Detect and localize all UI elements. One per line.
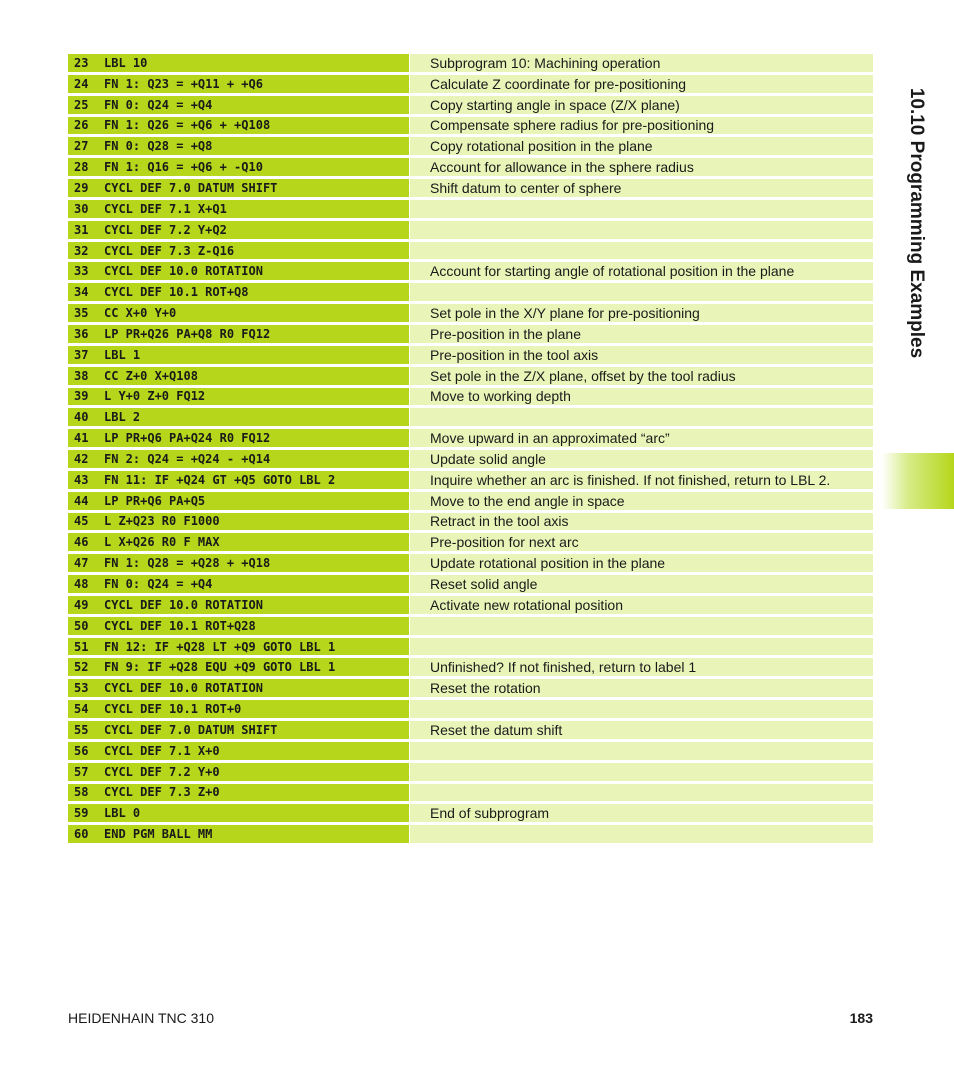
nc-statement: CYCL DEF 7.0 DATUM SHIFT — [104, 180, 278, 195]
line-number: 23 — [74, 55, 89, 70]
comment-cell: Update rotational position in the plane — [410, 554, 873, 572]
comment-cell: Subprogram 10: Machining operation — [410, 54, 873, 72]
table-row — [68, 54, 873, 72]
comment-cell: Copy rotational position in the plane — [410, 137, 873, 155]
code-cell — [68, 513, 409, 531]
code-cell — [68, 471, 409, 489]
table-row — [68, 679, 873, 697]
code-cell — [68, 283, 409, 301]
code-cell — [68, 804, 409, 822]
line-number: 50 — [74, 618, 89, 633]
code-cell — [68, 304, 409, 322]
comment-cell — [410, 638, 873, 656]
line-number: 24 — [74, 76, 89, 91]
line-number: 55 — [74, 722, 89, 737]
table-row — [68, 325, 873, 343]
section-title-text: 10.10 Programming Examples — [906, 87, 927, 359]
nc-statement: FN 12: IF +Q28 LT +Q9 GOTO LBL 1 — [104, 639, 336, 654]
nc-statement: CYCL DEF 7.3 Z-Q16 — [104, 243, 235, 258]
nc-statement: CYCL DEF 7.2 Y+0 — [104, 764, 220, 779]
nc-statement: FN 2: Q24 = +Q24 - +Q14 — [104, 451, 271, 466]
code-cell — [68, 450, 409, 468]
line-number: 31 — [74, 222, 89, 237]
table-row — [68, 513, 873, 531]
line-number: 40 — [74, 410, 89, 425]
comment-cell: Compensate sphere radius for pre-positioning — [410, 117, 873, 135]
nc-statement: FN 1: Q26 = +Q6 + +Q108 — [104, 118, 271, 133]
comment-cell: Pre-position in the tool axis — [410, 346, 873, 364]
code-cell — [68, 429, 409, 447]
nc-statement: LP PR+Q26 PA+Q8 R0 FQ12 — [104, 326, 271, 341]
nc-statement: CYCL DEF 7.1 X+0 — [104, 743, 220, 758]
table-row — [68, 450, 873, 468]
line-number: 35 — [74, 306, 89, 321]
nc-statement: CC X+0 Y+0 — [104, 306, 177, 321]
line-number: 56 — [74, 743, 89, 758]
table-row — [68, 721, 873, 739]
line-number: 28 — [74, 160, 89, 175]
code-cell — [68, 96, 409, 114]
line-number: 59 — [74, 806, 89, 821]
code-cell — [68, 679, 409, 697]
table-row — [68, 200, 873, 218]
code-cell — [68, 158, 409, 176]
comment-cell: Account for starting angle of rotational position in the plane — [410, 262, 873, 280]
comment-cell: Move to working depth — [410, 388, 873, 406]
comment-cell — [410, 784, 873, 802]
line-number: 29 — [74, 180, 89, 195]
code-cell — [68, 408, 409, 426]
comment-cell: End of subprogram — [410, 804, 873, 822]
table-row — [68, 262, 873, 280]
code-cell — [68, 221, 409, 239]
nc-statement: FN 1: Q28 = +Q28 + +Q18 — [104, 556, 271, 571]
table-row — [68, 471, 873, 489]
code-cell — [68, 784, 409, 802]
nc-statement: CYCL DEF 7.2 Y+Q2 — [104, 222, 227, 237]
code-cell — [68, 825, 409, 843]
comment-cell: Reset solid angle — [410, 575, 873, 593]
table-row — [68, 221, 873, 239]
line-number: 58 — [74, 785, 89, 800]
nc-statement: LBL 0 — [104, 806, 141, 821]
comment-cell — [410, 408, 873, 426]
code-cell — [68, 763, 409, 781]
code-cell — [68, 721, 409, 739]
comment-cell — [410, 742, 873, 760]
nc-statement: CYCL DEF 10.0 ROTATION — [104, 264, 263, 279]
table-row — [68, 179, 873, 197]
nc-statement: CYCL DEF 7.1 X+Q1 — [104, 201, 227, 216]
table-row — [68, 75, 873, 93]
line-number: 38 — [74, 368, 89, 383]
table-row — [68, 700, 873, 718]
table-row — [68, 784, 873, 802]
table-row — [68, 367, 873, 385]
table-row — [68, 242, 873, 260]
line-number: 43 — [74, 472, 89, 487]
line-number: 48 — [74, 577, 89, 592]
nc-statement: CYCL DEF 7.3 Z+0 — [104, 785, 220, 800]
nc-statement: FN 0: Q24 = +Q4 — [104, 97, 213, 112]
section-title-vertical — [896, 54, 936, 392]
line-number: 60 — [74, 827, 89, 842]
comment-cell — [410, 200, 873, 218]
line-number: 54 — [74, 702, 89, 717]
nc-statement: L X+Q26 R0 F MAX — [104, 535, 220, 550]
code-cell — [68, 742, 409, 760]
code-cell — [68, 117, 409, 135]
nc-statement: LBL 10 — [104, 55, 148, 70]
comment-cell — [410, 825, 873, 843]
comment-cell: Unfinished? If not finished, return to label 1 — [410, 658, 873, 676]
nc-statement: CYCL DEF 10.0 ROTATION — [104, 597, 263, 612]
comment-cell: Set pole in the Z/X plane, offset by the tool radius — [410, 367, 873, 385]
line-number: 44 — [74, 493, 89, 508]
comment-cell — [410, 700, 873, 718]
comment-cell: Copy starting angle in space (Z/X plane) — [410, 96, 873, 114]
nc-statement: LP PR+Q6 PA+Q5 — [104, 493, 206, 508]
table-row — [68, 408, 873, 426]
table-row — [68, 596, 873, 614]
code-cell — [68, 346, 409, 364]
comment-cell — [410, 617, 873, 635]
line-number: 37 — [74, 347, 89, 362]
code-cell — [68, 596, 409, 614]
nc-statement: LBL 2 — [104, 410, 141, 425]
nc-statement: FN 1: Q16 = +Q6 + -Q10 — [104, 160, 263, 175]
table-row — [68, 575, 873, 593]
line-number: 39 — [74, 389, 89, 404]
nc-statement: FN 0: Q28 = +Q8 — [104, 139, 213, 154]
comment-cell: Shift datum to center of sphere — [410, 179, 873, 197]
code-cell — [68, 242, 409, 260]
comment-cell — [410, 221, 873, 239]
line-number: 27 — [74, 139, 89, 154]
chapter-thumb-tab — [882, 453, 954, 509]
code-cell — [68, 54, 409, 72]
line-number: 26 — [74, 118, 89, 133]
nc-statement: CC Z+0 X+Q108 — [104, 368, 198, 383]
comment-cell: Retract in the tool axis — [410, 513, 873, 531]
line-number: 30 — [74, 201, 89, 216]
nc-statement: FN 1: Q23 = +Q11 + +Q6 — [104, 76, 263, 91]
table-row — [68, 554, 873, 572]
table-row — [68, 158, 873, 176]
line-number: 33 — [74, 264, 89, 279]
line-number: 51 — [74, 639, 89, 654]
table-row — [68, 304, 873, 322]
nc-statement: L Z+Q23 R0 F1000 — [104, 514, 220, 529]
code-cell — [68, 325, 409, 343]
comment-cell: Set pole in the X/Y plane for pre-positioning — [410, 304, 873, 322]
table-row — [68, 763, 873, 781]
footer-product-name: HEIDENHAIN TNC 310 — [68, 1010, 215, 1026]
code-cell — [68, 492, 409, 510]
line-number: 57 — [74, 764, 89, 779]
code-cell — [68, 617, 409, 635]
table-row — [68, 804, 873, 822]
comment-cell: Move upward in an approximated “arc” — [410, 429, 873, 447]
code-cell — [68, 137, 409, 155]
code-cell — [68, 367, 409, 385]
comment-cell: Inquire whether an arc is finished. If not finished, return to LBL 2. — [410, 471, 873, 489]
code-cell — [68, 554, 409, 572]
line-number: 36 — [74, 326, 89, 341]
nc-statement: FN 11: IF +Q24 GT +Q5 GOTO LBL 2 — [104, 472, 336, 487]
table-row — [68, 283, 873, 301]
table-row — [68, 96, 873, 114]
line-number: 46 — [74, 535, 89, 550]
nc-statement: L Y+0 Z+0 FQ12 — [104, 389, 206, 404]
code-cell — [68, 388, 409, 406]
nc-statement: CYCL DEF 7.0 DATUM SHIFT — [104, 722, 278, 737]
line-number: 45 — [74, 514, 89, 529]
code-cell — [68, 262, 409, 280]
table-row — [68, 638, 873, 656]
table-row — [68, 346, 873, 364]
comment-cell: Calculate Z coordinate for pre-positioning — [410, 75, 873, 93]
code-cell — [68, 638, 409, 656]
table-row — [68, 117, 873, 135]
comment-cell: Reset the datum shift — [410, 721, 873, 739]
nc-statement: CYCL DEF 10.1 ROT+Q28 — [104, 618, 256, 633]
code-cell — [68, 700, 409, 718]
table-row — [68, 533, 873, 551]
line-number: 53 — [74, 681, 89, 696]
table-row — [68, 429, 873, 447]
line-number: 52 — [74, 660, 89, 675]
code-cell — [68, 658, 409, 676]
comment-cell: Update solid angle — [410, 450, 873, 468]
line-number: 41 — [74, 431, 89, 446]
footer-page-number: 183 — [849, 1010, 873, 1026]
code-cell — [68, 533, 409, 551]
nc-statement: LP PR+Q6 PA+Q24 R0 FQ12 — [104, 431, 271, 446]
nc-statement: CYCL DEF 10.1 ROT+Q8 — [104, 285, 249, 300]
comment-cell: Pre-position in the plane — [410, 325, 873, 343]
nc-statement: FN 0: Q24 = +Q4 — [104, 577, 213, 592]
code-cell — [68, 575, 409, 593]
nc-statement: LBL 1 — [104, 347, 141, 362]
line-number: 47 — [74, 556, 89, 571]
code-cell — [68, 75, 409, 93]
comment-cell: Account for allowance in the sphere radius — [410, 158, 873, 176]
table-row — [68, 388, 873, 406]
line-number: 49 — [74, 597, 89, 612]
line-number: 25 — [74, 97, 89, 112]
nc-statement: CYCL DEF 10.1 ROT+0 — [104, 702, 242, 717]
comment-cell — [410, 242, 873, 260]
nc-statement: END PGM BALL MM — [104, 827, 213, 842]
code-cell — [68, 200, 409, 218]
table-row — [68, 617, 873, 635]
comment-cell: Reset the rotation — [410, 679, 873, 697]
comment-cell — [410, 283, 873, 301]
line-number: 34 — [74, 285, 89, 300]
line-number: 42 — [74, 451, 89, 466]
table-row — [68, 137, 873, 155]
code-cell — [68, 179, 409, 197]
comment-cell: Move to the end angle in space — [410, 492, 873, 510]
program-listing-table — [68, 54, 873, 846]
table-row — [68, 658, 873, 676]
comment-cell — [410, 763, 873, 781]
nc-statement: CYCL DEF 10.0 ROTATION — [104, 681, 263, 696]
nc-statement: FN 9: IF +Q28 EQU +Q9 GOTO LBL 1 — [104, 660, 336, 675]
table-row — [68, 492, 873, 510]
table-row — [68, 742, 873, 760]
comment-cell: Pre-position for next arc — [410, 533, 873, 551]
line-number: 32 — [74, 243, 89, 258]
table-row — [68, 825, 873, 843]
comment-cell: Activate new rotational position — [410, 596, 873, 614]
